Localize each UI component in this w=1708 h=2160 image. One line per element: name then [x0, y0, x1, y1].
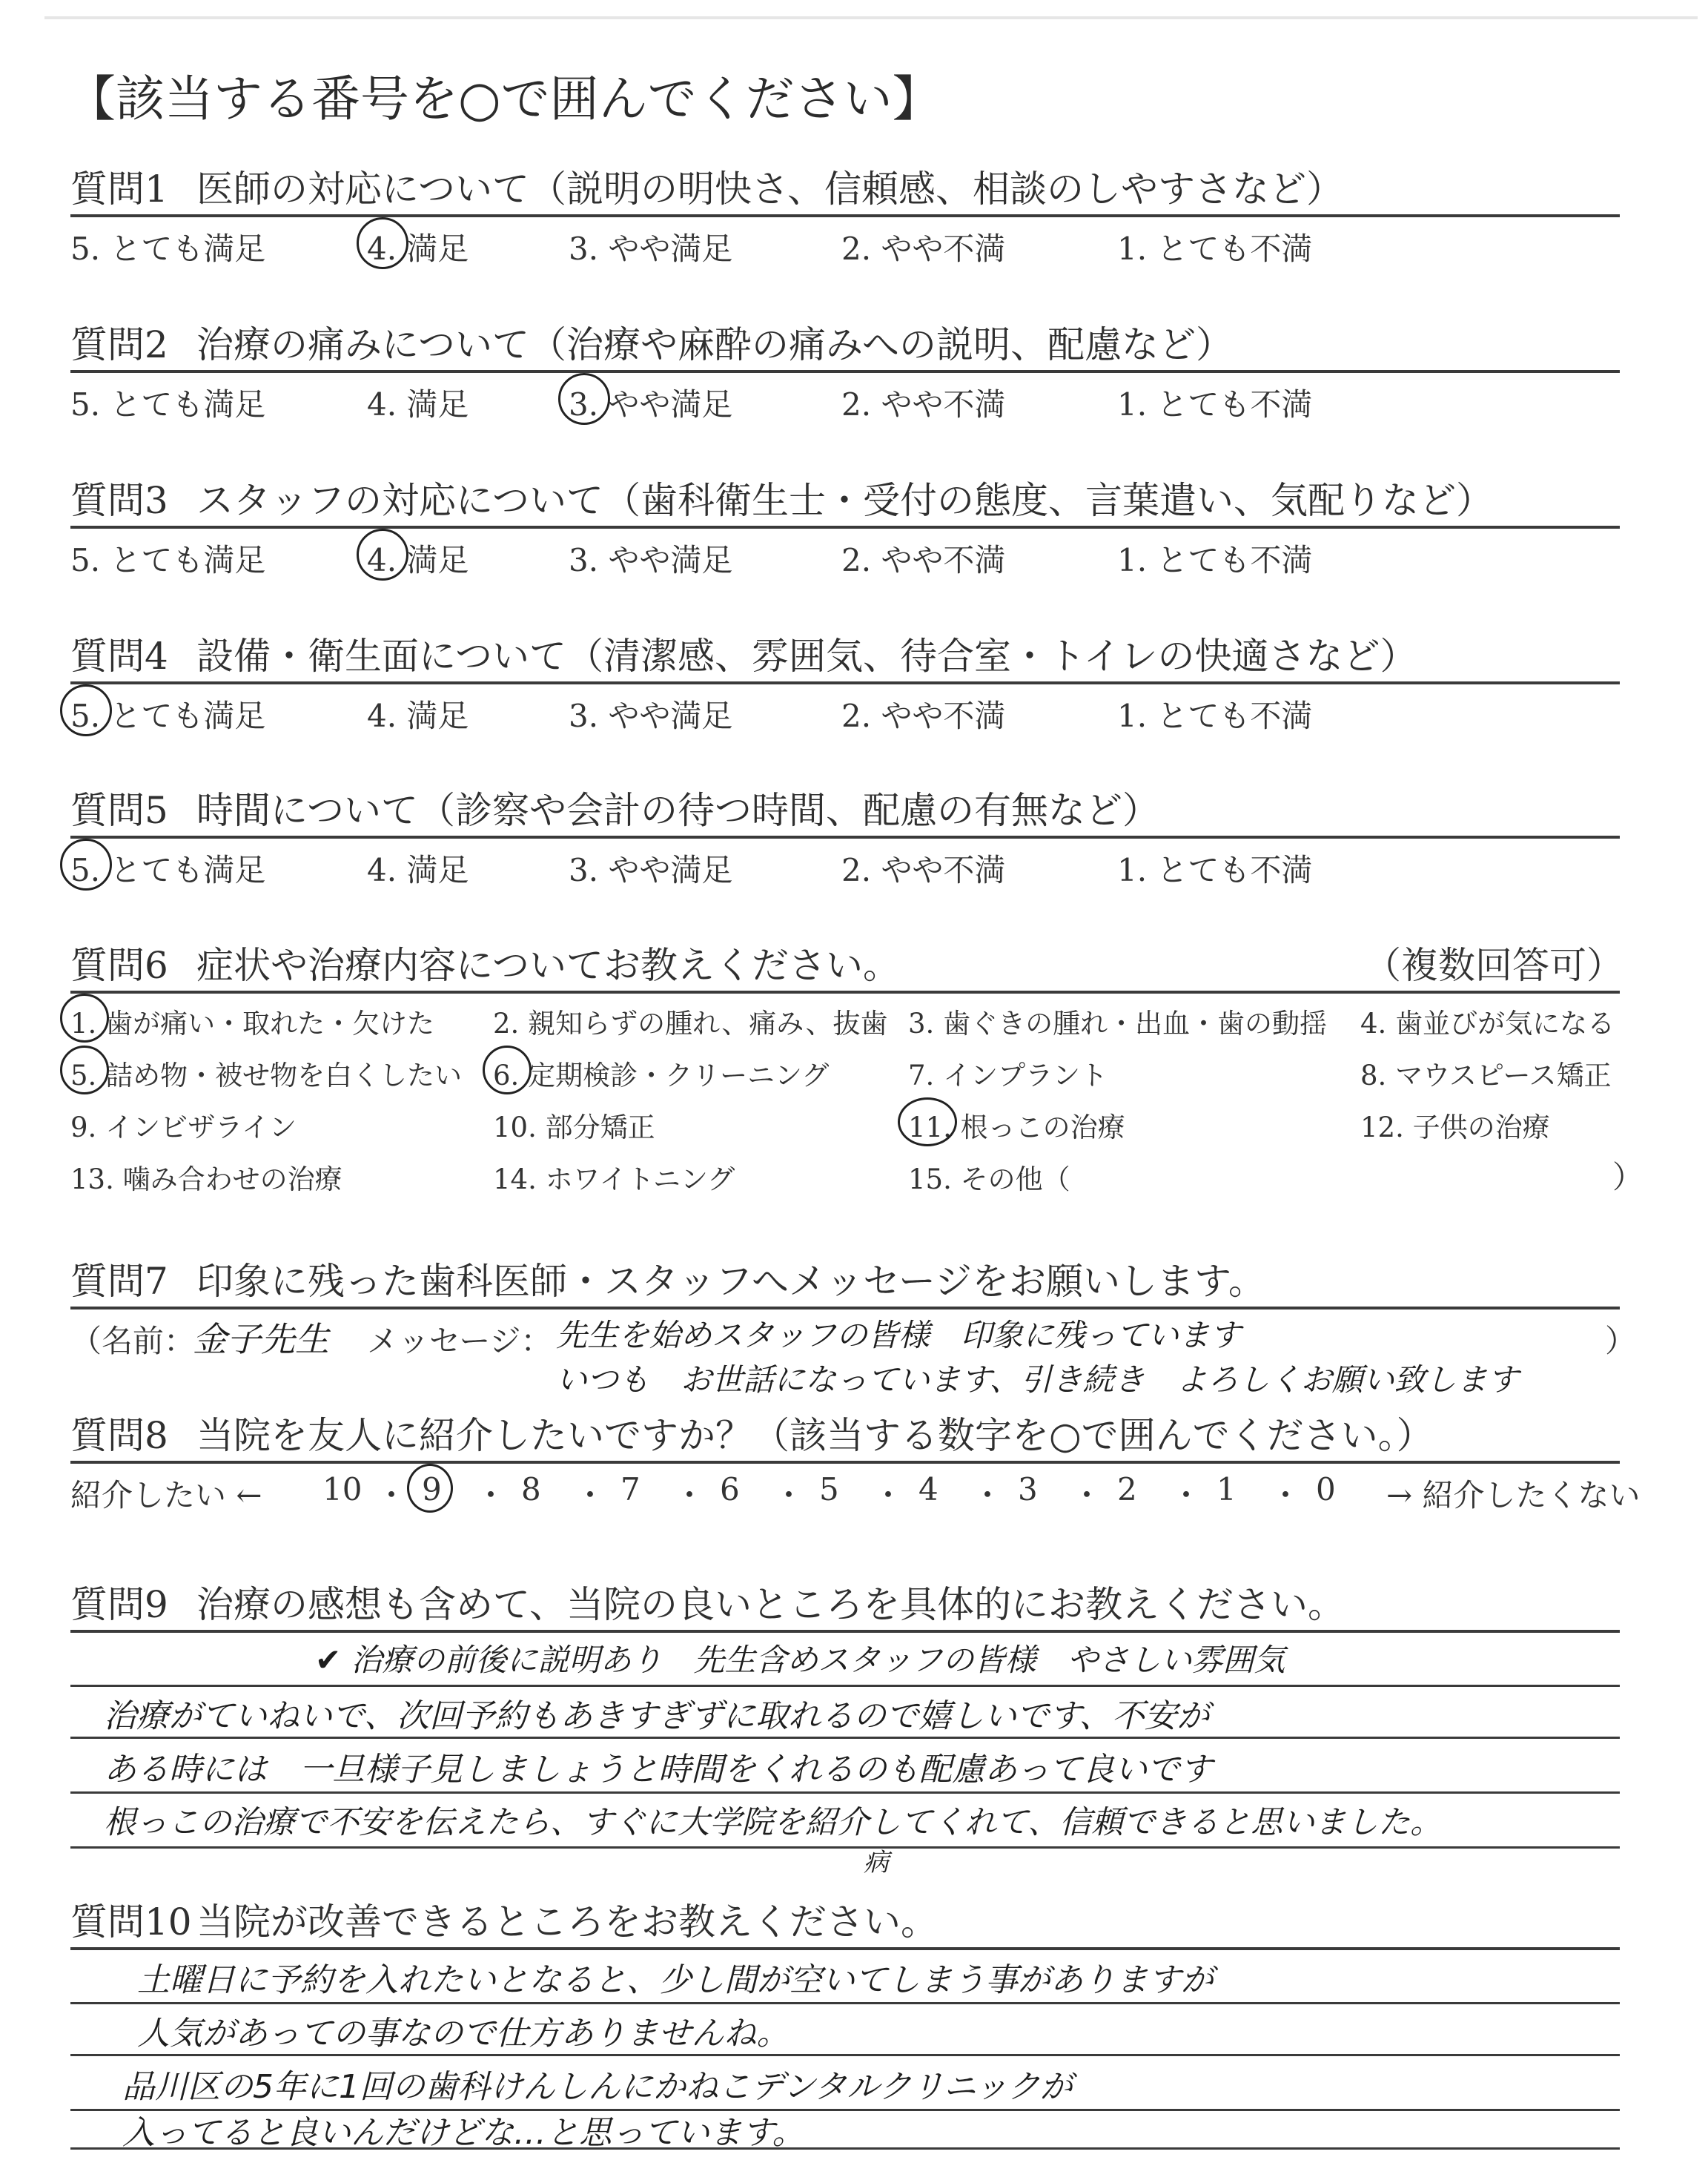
scale-value-label: 4 — [918, 1471, 939, 1507]
rating-option-label: 4. 満足 — [367, 386, 469, 423]
answer-line — [70, 1685, 1620, 1687]
answer-line — [70, 2054, 1620, 2056]
symptom-option-label: 9. インビザライン — [70, 1112, 297, 1143]
rating-option-5[interactable] — [70, 846, 265, 891]
answer-line — [70, 2002, 1620, 2004]
rating-option-label: 4. 満足 — [367, 542, 469, 578]
rating-option-4[interactable] — [367, 536, 469, 581]
symptom-option-1[interactable] — [70, 1001, 434, 1041]
name-label: （名前： — [70, 1323, 196, 1359]
symptom-option-8[interactable] — [1360, 1053, 1612, 1093]
rating-option-label: 3. やや満足 — [569, 386, 733, 423]
question-text: 当院が改善できるところをお教えください。 — [196, 1900, 938, 1943]
answer-line-1: ✔ 治療の前後に説明あり 先生含めスタッフの皆様 やさしい雰囲気 — [315, 1642, 1285, 1678]
scale-value-6[interactable] — [720, 1471, 740, 1507]
message-close: ） — [1605, 1323, 1637, 1359]
scale-value-label: 6 — [720, 1471, 740, 1507]
rating-option-label: 2. やや不満 — [841, 852, 1006, 888]
scale-value-label: 3 — [1018, 1471, 1038, 1507]
scale-right-label: → 紹介したくない — [1386, 1477, 1641, 1513]
symptom-option-label: 5. 詰め物・被せ物を白くしたい — [70, 1060, 463, 1091]
scale-separator: ・ — [873, 1477, 904, 1513]
symptom-option-label: 4. 歯並びが気になる — [1360, 1008, 1615, 1040]
recommend-scale — [70, 1471, 1641, 1516]
answer-line — [70, 1846, 1620, 1849]
rating-option-label: 1. とても不満 — [1117, 542, 1313, 578]
symptom-option-label: 2. 親知らずの腫れ、痛み、抜歯 — [493, 1008, 888, 1040]
scale-separator: ・ — [1270, 1477, 1302, 1513]
answer-line-3: ある時には 一旦様子見しましょうと時間をくれるのも配慮あって良いです — [104, 1751, 1213, 1789]
top-border — [44, 16, 1698, 19]
improve-line-3: 品川区の5年に1回の歯科けんしんにかねこデンタルクリニックが — [122, 2068, 1073, 2106]
rating-option-label: 4. 満足 — [367, 852, 469, 888]
rating-option-label: 1. とても不満 — [1117, 231, 1313, 267]
question-title — [70, 1406, 1434, 1459]
selected-circle — [60, 839, 112, 891]
answer-line — [70, 1737, 1620, 1739]
rating-option-label: 1. とても不満 — [1117, 698, 1313, 734]
rating-option-label: 2. やや不満 — [841, 231, 1006, 267]
scale-value-2[interactable] — [1117, 1471, 1137, 1507]
scale-value-1[interactable] — [1217, 1471, 1237, 1507]
question-rule — [70, 681, 1620, 684]
question-number: 質問2 — [70, 323, 168, 366]
selected-circle — [407, 1464, 453, 1513]
symptom-option-3[interactable] — [908, 1001, 1327, 1041]
question-title — [70, 1575, 1345, 1628]
question-text: 当院を友人に紹介したいですか？（該当する数字を○で囲んでください。） — [196, 1414, 1434, 1457]
question-rule — [70, 1630, 1620, 1633]
question-title — [70, 159, 1343, 213]
scale-value-label: 1 — [1217, 1471, 1237, 1507]
scale-value-9[interactable] — [422, 1471, 442, 1507]
question-title — [70, 936, 900, 989]
question-number: 質問4 — [70, 635, 168, 678]
question-number: 質問3 — [70, 479, 168, 522]
symptom-option-5[interactable] — [70, 1053, 462, 1093]
symptom-option-14[interactable] — [493, 1157, 735, 1197]
symptom-option-13[interactable] — [70, 1157, 342, 1197]
rating-option-label: 3. やや満足 — [569, 698, 733, 734]
multiple-answers-note: （複数回答可） — [1364, 944, 1623, 987]
selected-circle — [60, 994, 109, 1043]
symptom-option-4[interactable] — [1360, 1001, 1615, 1041]
rating-option-label: 2. やや不満 — [841, 386, 1006, 423]
symptom-option-12[interactable] — [1360, 1105, 1550, 1145]
question-rule — [70, 1461, 1620, 1464]
symptom-option-6[interactable] — [493, 1053, 829, 1093]
rating-option-label: 3. やや満足 — [569, 231, 733, 267]
question-text: 治療の痛みについて（治療や麻酔の痛みへの説明、配慮など） — [196, 323, 1233, 366]
rating-option-4[interactable] — [367, 692, 469, 736]
question-number: 質問5 — [70, 789, 168, 832]
answer-insert: 病 — [864, 1848, 889, 1877]
symptom-option-label: 6. 定期検診・クリーニング — [493, 1060, 830, 1091]
scale-separator: ・ — [773, 1477, 805, 1513]
rating-option-5[interactable] — [70, 225, 265, 269]
scale-value-label: 9 — [422, 1471, 442, 1507]
message-row — [70, 1317, 195, 1361]
question-title — [70, 1252, 1265, 1305]
improve-line-4: 入ってると良いんだけどな…と思っています。 — [122, 2114, 805, 2152]
rating-option-3[interactable] — [569, 536, 732, 581]
rating-options — [70, 846, 1620, 891]
scale-value-label: 0 — [1316, 1471, 1336, 1507]
selected-circle — [357, 529, 408, 581]
symptom-option-label: 12. 子供の治療 — [1360, 1112, 1550, 1143]
rating-option-label: 4. 満足 — [367, 698, 469, 734]
rating-option-label: 5. とても満足 — [70, 852, 266, 888]
question-text: 印象に残った歯科医師・スタッフへメッセージをお願いします。 — [196, 1260, 1265, 1303]
scale-value-7[interactable] — [620, 1471, 640, 1507]
question-text: 治療の感想も含めて、当院の良いところを具体的にお教えください。 — [196, 1583, 1345, 1626]
scale-value-label: 2 — [1117, 1471, 1137, 1507]
question-title — [70, 781, 1159, 834]
rating-options — [70, 692, 1620, 736]
question-text: 設備・衛生面について（清潔感、雰囲気、待合室・トイレの快適さなど） — [196, 635, 1417, 678]
selected-circle — [483, 1046, 532, 1094]
answer-line — [70, 1791, 1620, 1794]
rating-option-3[interactable] — [569, 225, 732, 269]
symptom-option-11[interactable] — [908, 1105, 1125, 1145]
symptom-options — [70, 1001, 1644, 1223]
rating-option-2[interactable] — [841, 846, 1005, 891]
rating-option-5[interactable] — [70, 380, 265, 425]
selected-circle — [558, 373, 610, 425]
rating-option-label: 3. やや満足 — [569, 852, 733, 888]
question-number: 質問6 — [70, 944, 168, 987]
answer-line-4: 根っこの治療で不安を伝えたら、すぐに大学院を紹介してくれて、信頼できると思いました。 — [104, 1804, 1443, 1841]
question-rule — [70, 526, 1620, 529]
rating-option-label: 5. とても満足 — [70, 231, 266, 267]
symptom-option-label: 7. インプラント — [908, 1060, 1108, 1091]
scale-value-10[interactable] — [322, 1471, 362, 1507]
rating-option-1[interactable] — [1117, 846, 1312, 891]
rating-option-label: 3. やや満足 — [569, 542, 733, 578]
symptom-option-2[interactable] — [493, 1001, 888, 1041]
rating-options — [70, 380, 1620, 425]
scale-value-label: 8 — [521, 1471, 541, 1507]
symptom-option-7[interactable] — [908, 1053, 1108, 1093]
rating-option-3[interactable] — [569, 380, 732, 425]
symptom-option-label: 8. マウスピース矯正 — [1360, 1060, 1612, 1091]
rating-option-2[interactable] — [841, 536, 1005, 581]
symptom-option-label: 10. 部分矯正 — [493, 1112, 655, 1143]
question-rule — [70, 836, 1620, 839]
scale-separator: ・ — [376, 1477, 408, 1513]
rating-option-4[interactable] — [367, 846, 469, 891]
symptom-option-15[interactable] — [908, 1157, 1070, 1197]
scale-separator: ・ — [575, 1477, 606, 1513]
question-text: スタッフの対応について（歯科衛生士・受付の態度、言葉遣い、気配りなど） — [196, 479, 1493, 522]
question-title — [70, 1892, 938, 1946]
improve-line-1: 土曜日に予約を入れたいとなると、少し間が空いてしまう事がありますが — [137, 1961, 1214, 1999]
rating-option-label: 5. とても満足 — [70, 542, 266, 578]
symptom-option-label: 3. 歯ぐきの腫れ・出血・歯の動揺 — [908, 1008, 1328, 1040]
rating-option-label: 4. 満足 — [367, 231, 469, 267]
symptom-option-9[interactable] — [70, 1105, 297, 1145]
question-text: 時間について（診察や会計の待つ時間、配慮の有無など） — [196, 789, 1159, 832]
rating-option-label: 1. とても不満 — [1117, 852, 1313, 888]
message-line-1: 先生を始めスタッフの皆様 印象に残っています — [556, 1317, 1242, 1353]
rating-option-label: 5. とても満足 — [70, 698, 266, 734]
question-number: 質問9 — [70, 1583, 168, 1626]
scale-separator: ・ — [1071, 1477, 1103, 1513]
selected-circle — [898, 1097, 957, 1146]
scale-value-4[interactable] — [918, 1471, 939, 1507]
rating-option-1[interactable] — [1117, 380, 1312, 425]
symptom-option-10[interactable] — [493, 1105, 655, 1145]
question-rule — [70, 991, 1620, 994]
question-text: 症状や治療内容についてお教えください。 — [196, 944, 900, 987]
question-number: 質問10 — [70, 1900, 192, 1943]
rating-option-3[interactable] — [569, 692, 732, 736]
rating-option-5[interactable] — [70, 536, 265, 581]
scale-separator: ・ — [972, 1477, 1004, 1513]
scale-value-0[interactable] — [1316, 1471, 1336, 1507]
symptom-option-label: 11. 根っこの治療 — [908, 1112, 1125, 1143]
rating-option-label: 2. やや不満 — [841, 698, 1006, 734]
scale-value-5[interactable] — [819, 1471, 839, 1507]
question-rule — [70, 370, 1620, 373]
rating-option-label: 5. とても満足 — [70, 386, 266, 423]
rating-option-1[interactable] — [1117, 536, 1312, 581]
rating-option-2[interactable] — [841, 380, 1005, 425]
selected-circle — [357, 217, 408, 269]
rating-option-1[interactable] — [1117, 225, 1312, 269]
rating-options — [70, 536, 1620, 581]
question-number: 質問1 — [70, 168, 168, 211]
rating-options — [70, 225, 1620, 269]
staff-name: 金子先生 — [193, 1319, 329, 1359]
rating-option-label: 2. やや不満 — [841, 542, 1006, 578]
improve-line-2: 人気があっての事なので仕方ありませんね。 — [137, 2015, 790, 2052]
rating-option-4[interactable] — [367, 225, 469, 269]
rating-option-3[interactable] — [569, 846, 732, 891]
question-number: 質問7 — [70, 1260, 168, 1303]
rating-option-5[interactable] — [70, 692, 265, 736]
question-rule — [70, 214, 1620, 217]
question-rule — [70, 1307, 1620, 1309]
scale-value-label: 10 — [322, 1471, 363, 1507]
answer-line-2: 治療がていねいで、次回予約もあきすぎずに取れるので嬉しいです、不安が — [104, 1697, 1210, 1735]
symptom-option-label: 14. ホワイトニング — [493, 1163, 735, 1195]
question-number: 質問8 — [70, 1414, 168, 1457]
question-title — [70, 315, 1233, 369]
question-text: 医師の対応について（説明の明快さ、信頼感、相談のしやすさなど） — [196, 168, 1343, 211]
question-rule — [70, 1947, 1620, 1950]
scale-value-label: 5 — [819, 1471, 839, 1507]
question-title — [70, 471, 1493, 524]
scale-value-label: 7 — [620, 1471, 640, 1507]
scale-separator: ・ — [1171, 1477, 1202, 1513]
symptom-option-label: 1. 歯が痛い・取れた・欠けた — [70, 1008, 435, 1040]
rating-option-2[interactable] — [841, 225, 1005, 269]
rating-option-2[interactable] — [841, 692, 1005, 736]
symptom-option-label: 13. 噛み合わせの治療 — [70, 1163, 342, 1195]
page-header: 【該当する番号を○で囲んでください】 — [67, 70, 941, 128]
selected-circle — [60, 684, 112, 736]
message-label: メッセージ： — [367, 1323, 552, 1359]
question-title — [70, 627, 1417, 680]
message-line-2: いつも お世話になっています、引き続き よろしくお願い致します — [556, 1361, 1519, 1398]
scale-value-3[interactable] — [1018, 1471, 1038, 1507]
selected-circle — [60, 1046, 109, 1094]
rating-option-1[interactable] — [1117, 692, 1312, 736]
symptom-option-label: 15. その他（ — [908, 1163, 1070, 1195]
rating-option-4[interactable] — [367, 380, 469, 425]
other-close-paren: ） — [1612, 1159, 1644, 1195]
scale-separator: ・ — [475, 1477, 507, 1513]
scale-value-8[interactable] — [521, 1471, 541, 1507]
scale-separator: ・ — [674, 1477, 706, 1513]
rating-option-label: 1. とても不満 — [1117, 386, 1313, 423]
scale-left-label: 紹介したい ← — [70, 1477, 262, 1513]
